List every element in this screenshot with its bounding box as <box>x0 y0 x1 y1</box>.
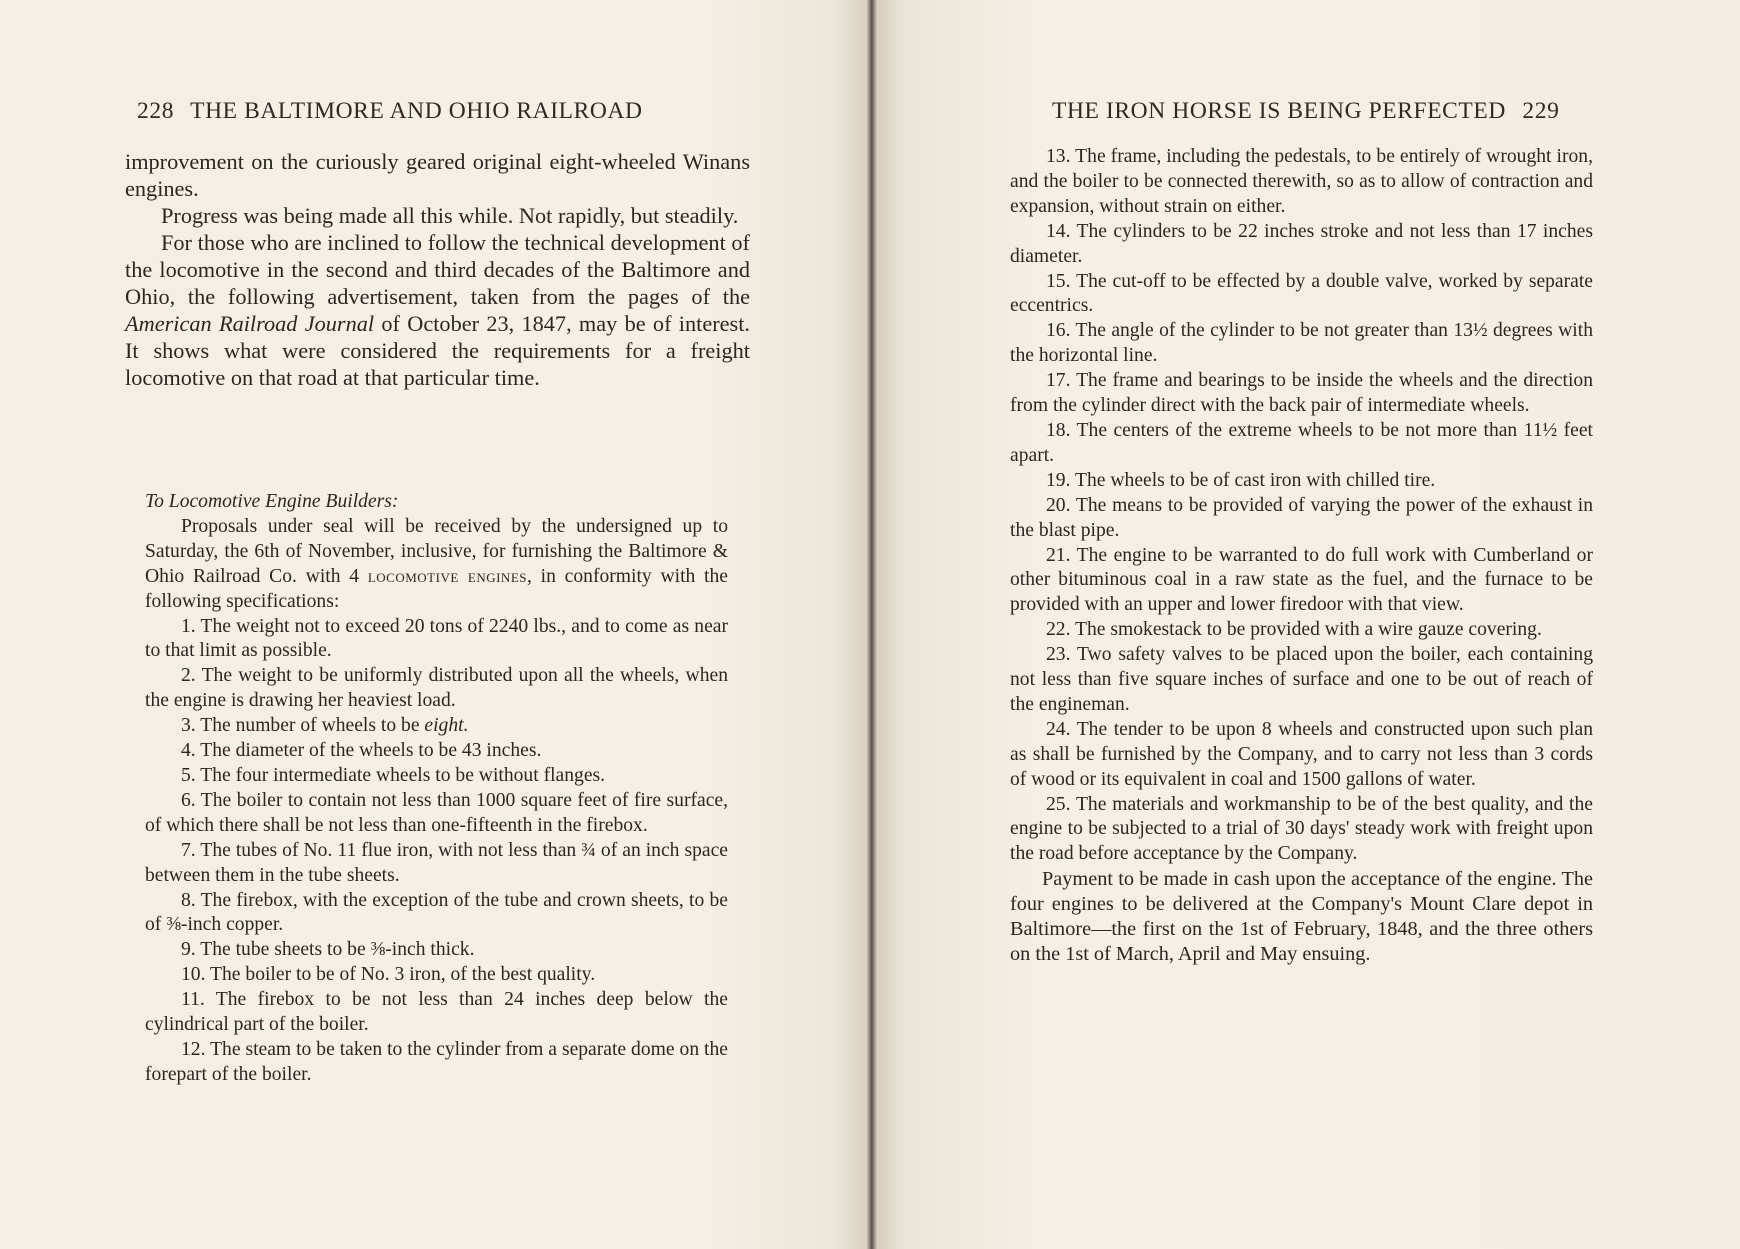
right-running-head <box>1052 98 1569 125</box>
spec-5: 5. The four intermediate wheels to be without flanges. <box>181 764 606 786</box>
spec-21: 21. The engine to be warranted to do full work with Cumberland or other bituminous coal in a raw state as the fuel, and the furnace to be provided with an upper and lower firedoor with that view. <box>1010 544 1593 616</box>
spec-2: 2. The weight to be uniformly distributed upon all the wheels, when the engine is drawing her heaviest load. <box>145 665 728 712</box>
spec-13: 13. The frame, including the pedestals, to be entirely of wrought iron, and the boiler to be connected therewith, so as to allow of contraction and expansion, without strain on either. <box>1010 146 1593 217</box>
right-running-title: THE IRON HORSE IS BEING PERFECTED <box>1052 98 1506 124</box>
spec-17: 17. The frame and bearings to be inside the wheels and the direction from the cylinder direct with the back pair of intermediate wheels. <box>1010 370 1593 417</box>
spec-15: 15. The cut-off to be effected by a double valve, worked by separate eccentrics. <box>1010 270 1593 317</box>
spec-22: 22. The smokestack to be provided with a wire gauze covering. <box>1046 619 1542 641</box>
payment-paragraph: Payment to be made in cash upon the acceptance of the engine. The four engines to be delivered at the Company's Mount Clare depot in Baltimore—the first on the 1st of February, 1848, and the three others on the 1st of March, April and May ensuing. <box>1010 868 1593 965</box>
right-page <box>872 0 1740 1249</box>
spec-7: 7. The tubes of No. 11 flue iron, with not less than ¾ of an inch space between them in the tube sheets. <box>145 839 728 886</box>
proposal-paragraph <box>145 515 728 615</box>
spec-23: 23. Two safety valves to be placed upon the boiler, each containing not less than five square inches of surface and one to be out of reach of the engineman. <box>1010 644 1593 715</box>
spec-12: 12. The steam to be taken to the cylinder from a separate dome on the forepart of the boiler. <box>145 1038 728 1085</box>
advertisement-quote-part2 <box>1010 145 1593 967</box>
spec-1: 1. The weight not to exceed 20 tons of 2240 lbs., and to come as near to that limit as possible. <box>145 615 728 662</box>
spec-4: 4. The diameter of the wheels to be 43 inches. <box>181 740 542 762</box>
spec-19: 19. The wheels to be of cast iron with chilled tire. <box>1046 469 1436 491</box>
spec-14: 14. The cylinders to be 22 inches stroke and not less than 17 inches diameter. <box>1010 220 1593 267</box>
paragraph-2: Progress was being made all this while. Not rapidly, but steadily. <box>161 203 739 228</box>
spec-25: 25. The materials and workmanship to be of the best quality, and the engine to be subjected to a trial of 30 days' steady work with freight upon the road before acceptance by the Company. <box>1010 793 1593 865</box>
right-page-number: 229 <box>1522 98 1560 124</box>
spec-20: 20. The means to be provided of varying the power of the exhaust in the blast pipe. <box>1010 494 1593 541</box>
paragraph-3 <box>125 229 750 391</box>
journal-title: American Railroad Journal <box>125 311 375 336</box>
spec-3 <box>145 714 728 739</box>
left-running-head <box>127 98 643 125</box>
spec-3-italic: eight. <box>424 715 469 737</box>
paragraph-3-after-title: of October 23, 1847, may be of interest. It shows what were considered the requirements for a freight locomotive on that road at that particular time. <box>125 311 750 390</box>
left-running-title: THE BALTIMORE AND OHIO RAILROAD <box>190 98 643 124</box>
spec-11: 11. The firebox to be not less than 24 inches deep below the cylindrical part of the boiler. <box>145 989 728 1036</box>
ad-heading: To Locomotive Engine Builders: <box>145 491 399 512</box>
spec-10: 10. The boiler to be of No. 3 iron, of the best quality. <box>181 964 596 986</box>
spec-16: 16. The angle of the cylinder to be not greater than 13½ degrees with the horizontal line. <box>1010 320 1593 367</box>
spec-9: 9. The tube sheets to be ⅜-inch thick. <box>181 939 475 961</box>
spec-24: 24. The tender to be upon 8 wheels and constructed upon such plan as shall be furnished by the Company, and to carry not less than 3 cords of wood or its equivalent in coal and 1500 gallons of water. <box>1010 718 1593 790</box>
paragraph-1: improvement on the curiously geared original eight-wheeled Winans engines. <box>125 149 750 201</box>
proposal-caps: locomotive engines <box>367 565 527 587</box>
advertisement-quote-part1 <box>145 490 728 1088</box>
proposal-before: Proposals under seal will be received by the undersigned up to Saturday, the 6th of November, inclusive, for furnishing the Baltimore & Ohio Railroad Co. with 4 <box>145 515 728 587</box>
proposal-after: , in conformity with the following specifications: <box>145 565 728 612</box>
paragraph-3-before-title: For those who are inclined to follow the technical development of the locomotive in the second and third decades of the Baltimore and Ohio, the following advertisement, taken from the pages of the <box>125 230 750 309</box>
left-body-text <box>125 148 750 391</box>
spec-8: 8. The firebox, with the exception of the tube and crown sheets, to be of ⅜-inch copper. <box>145 889 728 936</box>
left-page-number: 228 <box>137 98 175 124</box>
spec-6: 6. The boiler to contain not less than 1000 square feet of fire surface, of which there shall be not less than one-fifteenth in the firebox. <box>145 789 728 836</box>
spec-18: 18. The centers of the extreme wheels to be not more than 11½ feet apart. <box>1010 419 1593 466</box>
spec-3-text: 3. The number of wheels to be <box>181 715 425 737</box>
